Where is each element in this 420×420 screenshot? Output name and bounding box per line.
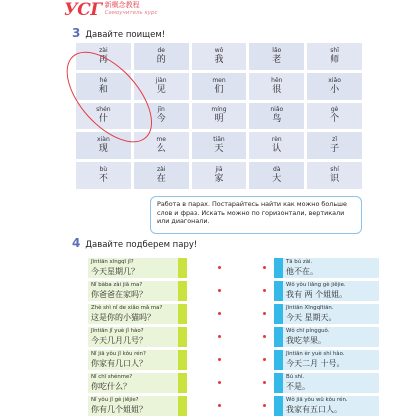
cell-hanzi: 么	[156, 144, 166, 155]
grid-cell	[249, 43, 304, 70]
question-pinyin: Nǐ yǒu jǐ gè jiějie?	[91, 397, 139, 403]
match-row	[88, 281, 384, 301]
answer-pinyin: Jīntiān èr yuè shí hào.	[286, 351, 345, 357]
cell-pinyin: xiǎo	[328, 76, 341, 84]
answer-strip	[274, 304, 283, 324]
question-strip	[178, 281, 187, 301]
connector-dot-right[interactable]	[263, 266, 266, 269]
cell-pinyin: jiā	[215, 166, 223, 174]
cell-hanzi: 很	[272, 84, 282, 95]
connector-dot-left[interactable]	[218, 266, 221, 269]
cell-hanzi: 个	[330, 114, 340, 125]
match-row	[88, 396, 384, 416]
cell-hanzi: 的	[156, 54, 166, 65]
section-number: 4	[72, 236, 81, 250]
grid-cell	[249, 73, 304, 100]
cell-hanzi: 师	[330, 54, 340, 65]
cell-pinyin: jīn	[157, 106, 165, 114]
cell-hanzi: 见	[156, 84, 166, 95]
question-box	[88, 396, 178, 416]
connector-dot-right[interactable]	[263, 312, 266, 315]
question-pinyin: Nǐ bàba zài jiā ma?	[91, 282, 143, 288]
question-box	[88, 350, 178, 370]
cell-pinyin: rèn	[271, 136, 282, 144]
cell-pinyin: bù	[99, 166, 108, 174]
question-pinyin: Nǐ jiā yǒu jǐ kǒu rén?	[91, 351, 146, 357]
question-pinyin: Nǐ chī shénme?	[91, 374, 133, 380]
cell-pinyin: zǐ	[332, 136, 337, 144]
question-pinyin: Jīntiān xīngqī jǐ?	[91, 259, 134, 265]
question-box	[88, 304, 178, 324]
cell-hanzi: 明	[214, 114, 224, 125]
cell-hanzi: 什	[98, 114, 108, 125]
cell-hanzi: 和	[98, 84, 108, 95]
question-strip	[178, 258, 187, 278]
brand-title-cn: 新概念教程	[104, 1, 140, 9]
cell-pinyin: shí	[330, 166, 339, 174]
cell-pinyin: hé	[99, 76, 108, 84]
section-heading-match	[72, 236, 197, 250]
grid-cell	[307, 103, 362, 130]
section-number: 3	[72, 26, 81, 40]
cell-hanzi: 在	[156, 174, 166, 185]
match-row	[88, 304, 384, 324]
question-hanzi: 这是你的小猫吗？	[91, 313, 155, 322]
match-row	[88, 350, 384, 370]
question-box	[88, 258, 178, 278]
answer-strip	[274, 373, 283, 393]
cell-pinyin: me	[156, 136, 166, 144]
grid-cell	[307, 43, 362, 70]
connector-dot-right[interactable]	[263, 335, 266, 338]
question-strip	[178, 396, 187, 416]
brand-logo: УСГ	[64, 0, 102, 20]
answer-strip	[274, 258, 283, 278]
cell-pinyin: de	[157, 46, 165, 54]
answer-hanzi: 不是。	[286, 382, 310, 391]
grid-cell	[192, 73, 247, 100]
cell-hanzi: 天	[214, 144, 224, 155]
answer-strip	[274, 350, 283, 370]
brand-header	[64, 1, 158, 23]
cell-hanzi: 大	[272, 174, 282, 185]
cell-hanzi: 子	[330, 144, 340, 155]
answer-strip	[274, 396, 283, 416]
answer-pinyin: Jīntiān Xīngqītiān.	[286, 305, 334, 311]
cell-hanzi: 今	[156, 114, 166, 125]
question-strip	[178, 327, 187, 347]
grid-cell	[134, 43, 189, 70]
answer-box	[283, 258, 379, 278]
connector-dot-right[interactable]	[263, 404, 266, 407]
answer-pinyin: Wǒ jiā yǒu wǔ kǒu rén.	[286, 397, 348, 403]
connector-dot-left[interactable]	[218, 289, 221, 292]
cell-pinyin: xiàn	[97, 136, 110, 144]
answer-pinyin: Tā bú zài.	[286, 259, 313, 265]
cell-pinyin: lǎo	[272, 46, 282, 54]
grid-cell	[307, 73, 362, 100]
cell-pinyin: tiān	[213, 136, 225, 144]
question-strip	[178, 304, 187, 324]
answer-hanzi: 我吃苹果。	[286, 336, 326, 345]
brand-text	[105, 1, 158, 17]
answer-hanzi: 他不在。	[286, 267, 318, 276]
cell-hanzi: 老	[272, 54, 282, 65]
question-hanzi: 今天几月几号？	[91, 336, 147, 345]
connector-dot-left[interactable]	[218, 404, 221, 407]
answer-strip	[274, 327, 283, 347]
answer-pinyin: Wǒ yǒu liǎng gè jiějie.	[286, 282, 346, 288]
brand-title-ru: Самоучитель курс	[104, 10, 158, 16]
match-row	[88, 327, 384, 347]
cell-hanzi: 再	[98, 54, 108, 65]
connector-dot-right[interactable]	[263, 381, 266, 384]
section-title: Давайте подберем пару!	[85, 240, 198, 250]
cell-pinyin: hěn	[271, 76, 283, 84]
cell-pinyin: zài	[156, 166, 166, 174]
cell-hanzi: 小	[330, 84, 340, 95]
answer-pinyin: Wǒ chī píngguǒ.	[286, 328, 330, 334]
cell-pinyin: men	[212, 76, 226, 84]
cell-hanzi: 认	[272, 144, 282, 155]
grid-cell	[192, 103, 247, 130]
grid-cell	[249, 132, 304, 159]
cell-hanzi: 我	[214, 54, 224, 65]
grid-cell	[134, 162, 189, 189]
question-strip	[178, 350, 187, 370]
cell-hanzi: 们	[214, 84, 224, 95]
cell-pinyin: jiàn	[155, 76, 167, 84]
cell-pinyin: míng	[211, 106, 227, 114]
question-box	[88, 281, 178, 301]
cell-pinyin: shén	[96, 106, 111, 114]
grid-cell	[192, 162, 247, 189]
grid-cell	[76, 162, 131, 189]
answer-hanzi: 今天 星期天。	[286, 313, 337, 322]
cell-pinyin: dà	[273, 166, 281, 174]
question-hanzi: 你吃什么？	[91, 382, 131, 391]
answer-box	[283, 373, 379, 393]
cell-hanzi: 现	[98, 144, 108, 155]
cell-pinyin: niǎo	[270, 106, 284, 114]
cell-hanzi: 家	[214, 174, 224, 185]
answer-box	[283, 396, 379, 416]
cell-pinyin: wǒ	[214, 46, 224, 54]
answer-hanzi: 我家有五口人。	[286, 405, 342, 414]
cell-pinyin: shī	[330, 46, 339, 54]
connector-dot-left[interactable]	[218, 335, 221, 338]
grid-cell	[192, 132, 247, 159]
question-strip	[178, 373, 187, 393]
match-row	[88, 373, 384, 393]
question-hanzi: 你家有几口人？	[91, 359, 147, 368]
connector-dot-right[interactable]	[263, 358, 266, 361]
grid-cell	[307, 132, 362, 159]
answer-hanzi: 今天二月 十号。	[286, 359, 345, 368]
connector-dot-left[interactable]	[218, 358, 221, 361]
cell-pinyin: gè	[330, 106, 339, 114]
cell-hanzi: 不	[98, 174, 108, 185]
question-hanzi: 你有几个姐姐？	[91, 405, 147, 414]
section-title: Давайте поищем!	[85, 30, 166, 40]
answer-box	[283, 281, 379, 301]
cell-hanzi: 鸟	[272, 114, 282, 125]
match-row	[88, 258, 384, 278]
answer-box	[283, 327, 379, 347]
section-heading-search	[72, 26, 165, 40]
question-pinyin: Jīntiān jǐ yuè jǐ hào?	[91, 328, 144, 334]
answer-box	[283, 304, 379, 324]
cell-hanzi: 识	[330, 174, 340, 185]
question-hanzi: 你爸爸在家吗？	[91, 290, 147, 299]
question-pinyin: Zhè shì nǐ de xiǎo mǎ ma?	[91, 305, 163, 311]
grid-cell	[249, 103, 304, 130]
instruction-note: Работа в парах. Постарайтесь найти как можно больше слов и фраз. Искать можно по горизонтали, вертикали или диагонали.	[150, 196, 362, 234]
connector-dot-left[interactable]	[218, 381, 221, 384]
answer-strip	[274, 281, 283, 301]
connector-dot-right[interactable]	[263, 289, 266, 292]
question-hanzi: 今天星期几？	[91, 267, 139, 276]
grid-cell	[249, 162, 304, 189]
connector-dot-left[interactable]	[218, 312, 221, 315]
grid-cell	[307, 162, 362, 189]
answer-pinyin: Bú shì.	[286, 374, 305, 380]
answer-hanzi: 我有 两 个姐姐。	[286, 290, 348, 299]
question-box	[88, 373, 178, 393]
cell-pinyin: zài	[99, 46, 108, 54]
question-box	[88, 327, 178, 347]
answer-box	[283, 350, 379, 370]
grid-cell	[192, 43, 247, 70]
